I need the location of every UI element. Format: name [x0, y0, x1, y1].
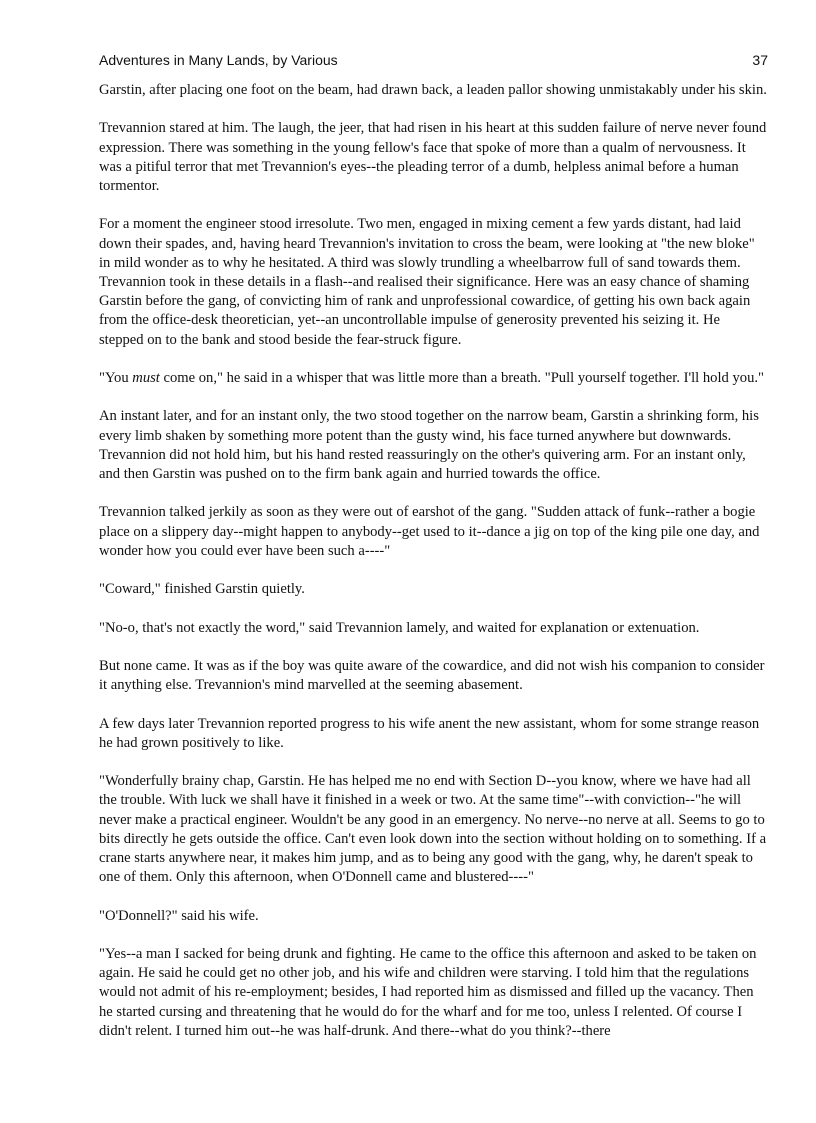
- paragraph-6: Trevannion talked jerkily as soon as they were out of earshot of the gang. "Sudden attack of funk--rather a bogie place on a slippery day--might happen to anybody--get used to it--dance a jig on top of the king pile one day, and wonder how you could ever have been such a----": [99, 504, 760, 559]
- paragraph-4: [99, 369, 768, 388]
- paragraph-13: "Yes--a man I sacked for being drunk and fighting. He came to the office this afternoon and asked to be taken on again. He said he could get no other job, and his wife and children were starving. I told him that the regulations would not admit of his re-employment; besides, I had reported him as dismissed and filled up the vacancy. Then he started cursing and threatening that he would do for the wharf and for me too, unless I relented. Of course I didn't relent. I turned him out--he was half-drunk. And there--what do you think?--there: [99, 945, 757, 1039]
- paragraph-12: "O'Donnell?" said his wife.: [99, 907, 259, 924]
- paragraph-8: "No-o, that's not exactly the word," said Trevannion lamely, and waited for explanation or extenuation.: [99, 619, 700, 636]
- paragraph-10: A few days later Trevannion reported progress to his wife anent the new assistant, whom for some strange reason he had grown positively to like.: [99, 715, 760, 751]
- paragraph-7: "Coward," finished Garstin quietly.: [99, 581, 305, 598]
- paragraph-1: Garstin, after placing one foot on the beam, had drawn back, a leaden pallor showing unmistakably under his skin.: [99, 82, 767, 98]
- paragraph-4-after: come on," he said in a whisper that was little more than a breath. "Pull yourself together. I'll hold you.": [159, 370, 764, 386]
- paragraph-5: An instant later, and for an instant only, the two stood together on the narrow beam, Garstin a shrinking form, his every limb shaken by something more potent than the gusty wind, his face turned anywhere but downwards. Trevannion did not hold him, but his hand rested reassuringly on the other's quivering arm. For an instant only, and then Garstin was pushed on to the firm bank again and hurried towards the office.: [99, 408, 759, 482]
- paragraph-9: But none came. It was as if the boy was quite aware of the cowardice, and did not wish his companion to consider it anything else. Trevannion's mind marvelled at the seeming abasement.: [99, 657, 765, 694]
- paragraph-3: For a moment the engineer stood irresolute. Two men, engaged in mixing cement a few yards distant, had laid down their spades, and, having heard Trevannion's invitation to cross the beam, were looking at "the new bloke" in mild wonder as to why he hesitated. A third was slowly trundling a wheelbarrow full of sand towards them. Trevannion took in these details in a flash--and realised their significance. Here was an easy chance of shaming Garstin before the gang, of convicting him of rank and unprofessional cowardice, of getting his own back again from the office-desk theoretician, yet--an uncontrollable impulse of generosity prevented his seizing it. He stepped on to the bank and stood beside the fear-struck figure.: [99, 216, 755, 348]
- running-title: Adventures in Many Lands, by Various: [99, 52, 338, 68]
- page-number: 37: [752, 52, 768, 68]
- page-header: [99, 52, 768, 72]
- paragraph-4-before: "You: [99, 370, 133, 386]
- body-text: [99, 81, 768, 1060]
- paragraph-11: "Wonderfully brainy chap, Garstin. He has helped me no end with Section D--you know, where we have had all the trouble. With luck we shall have it finished in a week or two. At the same time"--with conviction--"he will never make a practical engineer. Wouldn't be any good in an emergency. No nerve--no nerve at all. Seems to go to bits directly he gets outside the office. Can't even look down into the section without holding on to something. If a crane starts anywhere near, it makes him jump, and as to being any good with the gang, why, he daren't speak to one of them. Only this afternoon, when O'Donnell came and blustered----": [99, 773, 767, 886]
- emphasis-must: must: [132, 370, 160, 386]
- paragraph-2: Trevannion stared at him. The laugh, the jeer, that had risen in his heart at this sudden failure of nerve never found expression. There was something in the young fellow's face that spoke of more than a qualm of nervousness. It was a pitiful terror that met Trevannion's eyes--the pleading terror of a dumb, helpless animal before a human tormentor.: [99, 120, 767, 194]
